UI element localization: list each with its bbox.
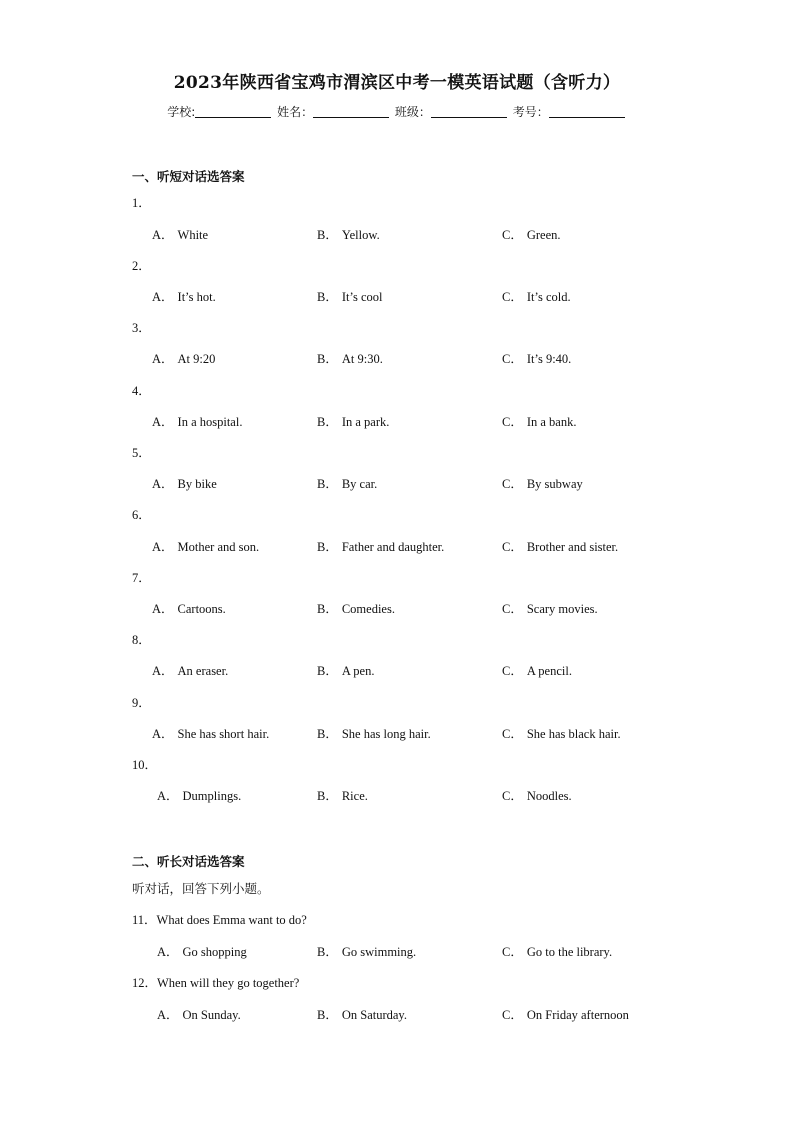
option-b[interactable] — [317, 474, 377, 492]
option-text: Green. — [526, 228, 561, 242]
name-label: 姓名： — [277, 105, 314, 119]
exam-no-label: 考号： — [512, 105, 549, 119]
question-number: 10． — [132, 758, 158, 772]
option-text: It’s cold. — [526, 290, 571, 304]
option-c[interactable] — [502, 942, 612, 960]
question-number: 3． — [132, 321, 151, 335]
option-letter: C． — [502, 945, 523, 959]
option-text: On Saturday. — [341, 1008, 407, 1022]
option-c[interactable] — [502, 1005, 629, 1023]
option-text: Go to the library. — [526, 945, 613, 959]
option-b[interactable] — [317, 661, 374, 679]
option-letter: C． — [502, 415, 523, 429]
option-letter: C． — [502, 1008, 523, 1022]
option-text: Cartoons. — [177, 602, 226, 616]
option-b[interactable] — [317, 287, 382, 305]
option-text: Rice. — [341, 789, 368, 803]
option-c[interactable] — [502, 225, 561, 243]
option-b[interactable] — [317, 1005, 407, 1023]
option-text: Noodles. — [526, 789, 572, 803]
option-c[interactable] — [502, 474, 583, 492]
option-letter: A． — [152, 477, 174, 491]
option-text: In a park. — [341, 415, 390, 429]
question-number: 12．When will they go together? — [132, 976, 300, 990]
option-b[interactable] — [317, 412, 389, 430]
exam-no-blank[interactable] — [549, 105, 625, 118]
option-a[interactable] — [152, 349, 215, 367]
option-letter: A． — [152, 228, 174, 242]
option-letter: A． — [157, 945, 179, 959]
option-c[interactable] — [502, 287, 571, 305]
option-a[interactable] — [152, 225, 208, 243]
option-letter: B． — [317, 602, 338, 616]
option-letter: C． — [502, 290, 523, 304]
option-text: Dumplings. — [182, 789, 242, 803]
question-number: 4． — [132, 384, 151, 398]
school-blank[interactable] — [195, 105, 271, 118]
option-letter: B． — [317, 945, 338, 959]
option-text: It’s 9:40. — [526, 352, 572, 366]
option-letter: B． — [317, 727, 338, 741]
option-b[interactable] — [317, 724, 431, 742]
class-label: 班级： — [394, 105, 431, 119]
option-letter: C． — [502, 602, 523, 616]
option-letter: B． — [317, 789, 338, 803]
option-a[interactable] — [157, 786, 241, 804]
option-a[interactable] — [157, 1005, 241, 1023]
option-c[interactable] — [502, 349, 571, 367]
option-c[interactable] — [502, 661, 572, 679]
option-c[interactable] — [502, 724, 621, 742]
option-c[interactable] — [502, 412, 576, 430]
option-text: By subway — [526, 477, 583, 491]
option-a[interactable] — [152, 287, 216, 305]
option-b[interactable] — [317, 942, 416, 960]
option-letter: A． — [157, 789, 179, 803]
option-text: On Friday afternoon — [526, 1008, 629, 1022]
option-text: Comedies. — [341, 602, 395, 616]
option-letter: B． — [317, 415, 338, 429]
option-letter: B． — [317, 290, 338, 304]
option-text: Brother and sister. — [526, 540, 619, 554]
page-title: 2023年陕西省宝鸡市渭滨区中考一模英语试题（含听力） — [173, 73, 621, 93]
option-letter: A． — [152, 727, 174, 741]
option-letter: A． — [152, 664, 174, 678]
option-text: By bike — [177, 477, 217, 491]
option-c[interactable] — [502, 786, 572, 804]
option-letter: A． — [152, 540, 174, 554]
option-letter: A． — [152, 415, 174, 429]
option-text: At 9:20 — [177, 352, 216, 366]
option-b[interactable] — [317, 599, 395, 617]
option-text: Mother and son. — [177, 540, 260, 554]
option-letter: C． — [502, 540, 523, 554]
option-b[interactable] — [317, 786, 368, 804]
question-number: 6． — [132, 508, 151, 522]
option-letter: C． — [502, 664, 523, 678]
question-number: 11．What does Emma want to do? — [132, 913, 307, 927]
option-letter: B． — [317, 477, 338, 491]
option-letter: B． — [317, 352, 338, 366]
question-number: 1． — [132, 196, 151, 210]
option-text: She has long hair. — [341, 727, 431, 741]
name-blank[interactable] — [313, 105, 389, 118]
option-text: Go swimming. — [341, 945, 417, 959]
question-number: 8． — [132, 633, 151, 647]
section1-heading: 一、听短对话选答案 — [132, 169, 245, 184]
option-letter: C． — [502, 477, 523, 491]
option-text: By car. — [341, 477, 378, 491]
option-b[interactable] — [317, 349, 383, 367]
option-a[interactable] — [152, 537, 259, 555]
question-number: 5． — [132, 446, 151, 460]
class-blank[interactable] — [431, 105, 507, 118]
option-letter: B． — [317, 540, 338, 554]
option-a[interactable] — [157, 942, 247, 960]
section2-heading: 二、听长对话选答案 — [132, 854, 245, 869]
option-a[interactable] — [152, 724, 269, 742]
option-text: In a bank. — [526, 415, 577, 429]
option-text: Go shopping — [182, 945, 247, 959]
option-letter: C． — [502, 228, 523, 242]
option-letter: B． — [317, 1008, 338, 1022]
option-a[interactable] — [152, 474, 217, 492]
question-number: 7． — [132, 571, 151, 585]
school-label: 学校: — [167, 105, 196, 119]
option-text: A pencil. — [526, 664, 572, 678]
option-text: On Sunday. — [182, 1008, 241, 1022]
option-a[interactable] — [152, 412, 242, 430]
option-text: Father and daughter. — [341, 540, 445, 554]
option-letter: C． — [502, 789, 523, 803]
option-text: White — [177, 228, 209, 242]
option-letter: B． — [317, 664, 338, 678]
option-text: A pen. — [341, 664, 375, 678]
option-letter: A． — [157, 1008, 179, 1022]
option-a[interactable] — [152, 661, 228, 679]
option-letter: A． — [152, 290, 174, 304]
option-text: An eraser. — [177, 664, 229, 678]
option-text: Scary movies. — [526, 602, 598, 616]
option-text: In a hospital. — [177, 415, 243, 429]
option-c[interactable] — [502, 599, 598, 617]
option-a[interactable] — [152, 599, 226, 617]
option-text: Yellow. — [341, 228, 380, 242]
option-text: It’s cool — [341, 290, 383, 304]
option-text: It’s hot. — [177, 290, 216, 304]
student-info-line — [0, 103, 794, 120]
option-text: She has short hair. — [177, 727, 270, 741]
option-text: At 9:30. — [341, 352, 383, 366]
option-c[interactable] — [502, 537, 618, 555]
question-number: 9． — [132, 696, 151, 710]
option-letter: B． — [317, 228, 338, 242]
option-letter: A． — [152, 352, 174, 366]
section2-instruction: 听对话，回答下列小题。 — [132, 881, 270, 896]
option-b[interactable] — [317, 225, 380, 243]
option-letter: A． — [152, 602, 174, 616]
option-b[interactable] — [317, 537, 444, 555]
question-number: 2． — [132, 259, 151, 273]
option-letter: C． — [502, 727, 523, 741]
option-text: She has black hair. — [526, 727, 621, 741]
option-letter: C． — [502, 352, 523, 366]
